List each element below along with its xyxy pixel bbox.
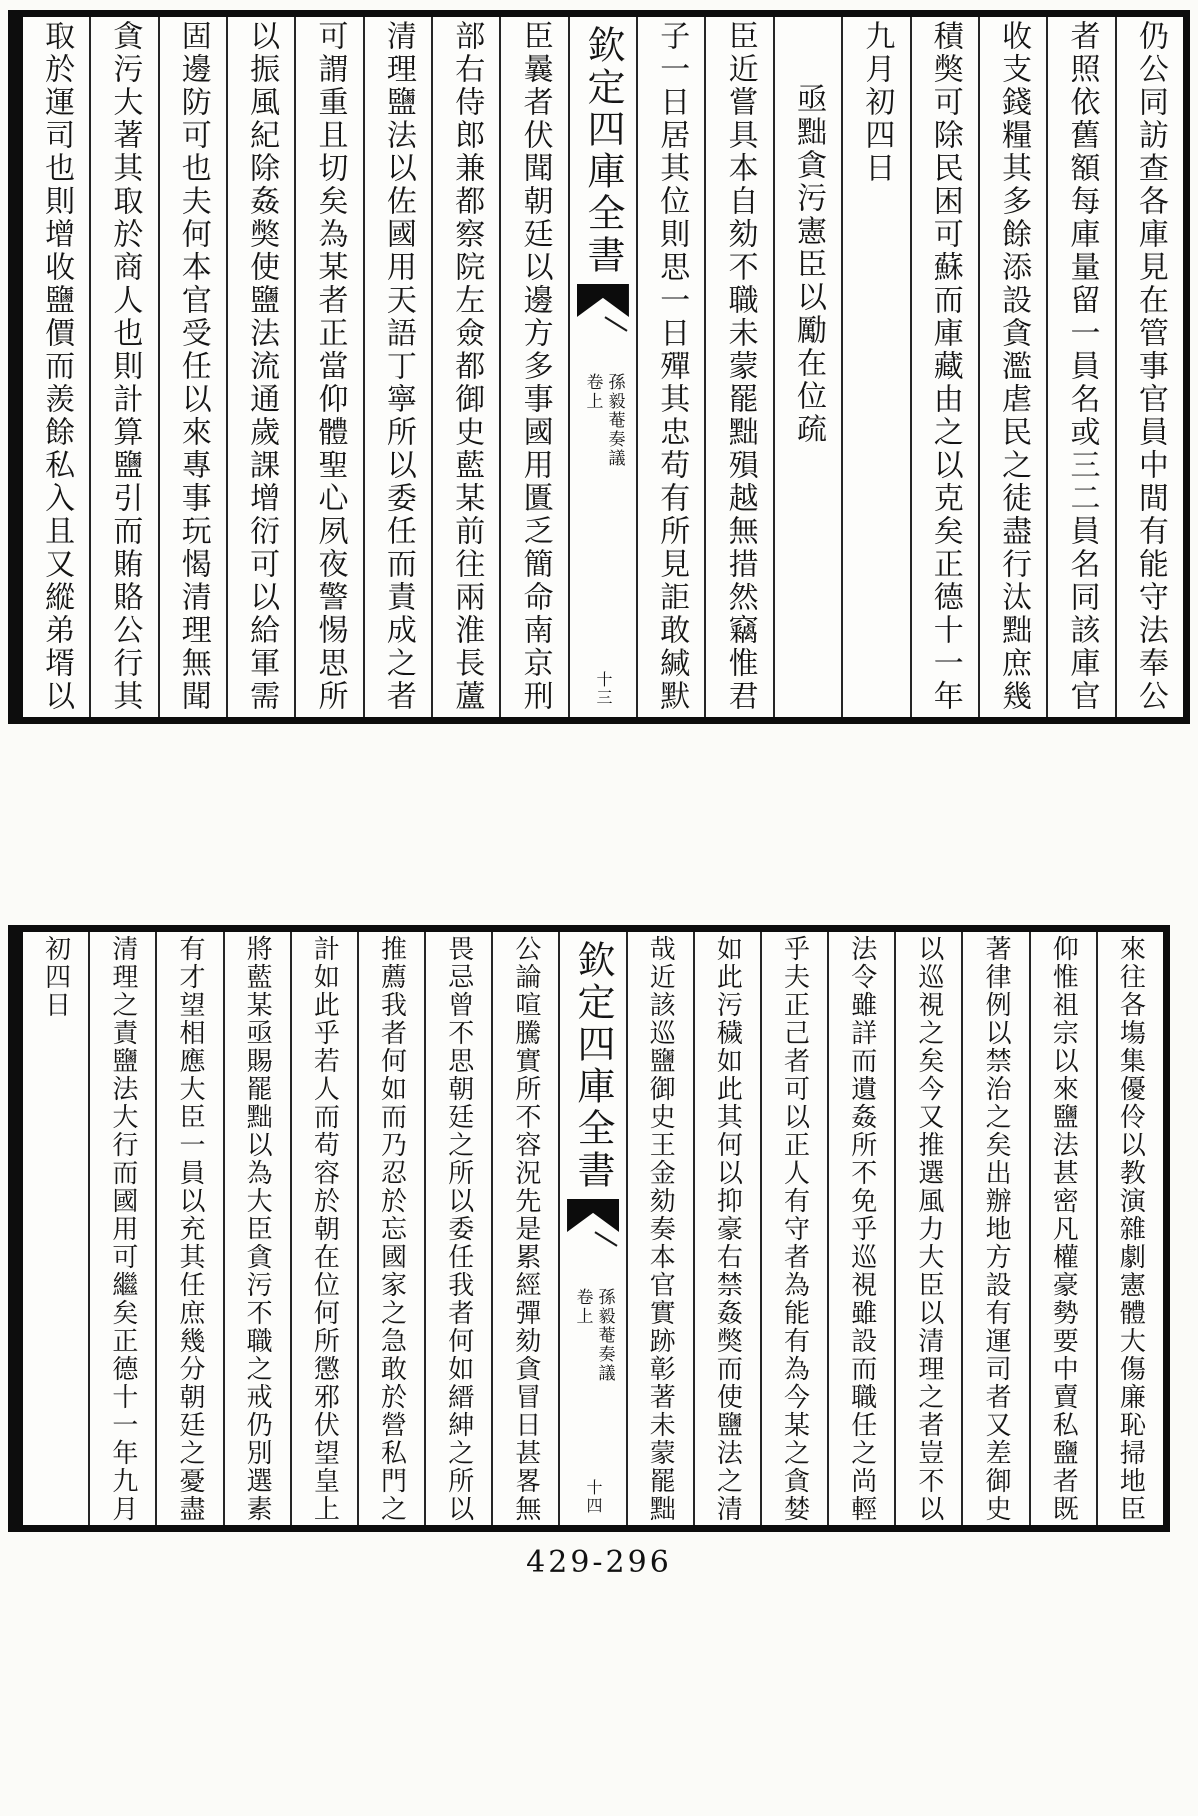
reprint-page-number: 429-296 xyxy=(526,1545,672,1580)
text-column xyxy=(294,17,362,717)
text-column xyxy=(961,932,1028,1525)
text-column xyxy=(23,932,88,1525)
text-column xyxy=(431,17,499,717)
banxin-center-column xyxy=(558,932,625,1525)
text-column xyxy=(910,17,978,717)
text-column xyxy=(290,932,357,1525)
book-title: 孫毅菴奏議 xyxy=(594,1288,615,1383)
lower-leaf-frame xyxy=(8,925,1170,1532)
text-column xyxy=(499,17,567,717)
column-text: 者照依舊額每庫量留一員名或三二員名同該庫官 xyxy=(1064,20,1100,713)
text-column xyxy=(363,17,431,717)
column-text: 積獘可除民困可蘇而庫藏由之以克矣正德十一年 xyxy=(927,20,963,713)
siku-title: 欽定四庫全書 xyxy=(580,25,625,277)
brush-slash-mark xyxy=(604,316,627,331)
text-column xyxy=(155,932,222,1525)
column-text: 貪污大著其取於商人也則計算鹽引而賄賂公行其 xyxy=(107,20,143,713)
column-text: 乎夫正己者可以正人有守者為能有為今某之貪婪 xyxy=(779,935,810,1523)
fishtail-icon xyxy=(577,284,629,317)
book-title: 孫毅菴奏議 xyxy=(604,373,625,468)
column-text: 有才望相應大臣一員以充其任庶幾分朝廷之憂盡 xyxy=(175,935,205,1523)
date-column xyxy=(841,17,909,717)
column-text: 可謂重且切矣為某者正當仰體聖心夙夜警惕思所 xyxy=(312,20,348,713)
column-text: 臣曩者伏聞朝廷以邊方多事國用匱乏簡命南京刑 xyxy=(517,20,553,713)
text-column xyxy=(1046,17,1114,717)
column-text: 亟黜貪污憲臣以勵在位疏 xyxy=(791,83,827,446)
column-text: 以振風紀除姦獘使鹽法流通歲課增衍可以給軍需 xyxy=(244,20,280,713)
column-text: 仰惟祖宗以來鹽法甚密凡權豪勢要中賣私鹽者既 xyxy=(1048,935,1079,1523)
text-column xyxy=(226,17,294,717)
column-text: 畏忌曾不思朝廷之所以委任我者何如縉紳之所以 xyxy=(443,935,474,1523)
text-column xyxy=(760,932,827,1525)
column-text: 清理鹽法以佐國用天語丁寧所以委任而責成之者 xyxy=(380,20,416,713)
banxin-center-column xyxy=(568,17,636,717)
column-text: 取於運司也則增收鹽價而羨餘私入且又縱弟壻以 xyxy=(39,20,75,713)
column-text: 計如此乎若人而苟容於朝在位何所懲邪伏望皇上 xyxy=(309,935,340,1523)
column-text: 初四日 xyxy=(40,935,71,1019)
text-column xyxy=(223,932,290,1525)
text-column xyxy=(894,932,961,1525)
text-column xyxy=(827,932,894,1525)
column-text: 臣近嘗具本自劾不職未蒙罷黜殞越無措然竊惟君 xyxy=(722,20,758,713)
column-text: 固邊防可也夫何本官受任以來專事玩愒清理無聞 xyxy=(175,20,211,713)
brush-slash-mark xyxy=(594,1231,617,1246)
text-column xyxy=(357,932,424,1525)
text-column xyxy=(491,932,558,1525)
column-text: 如此污穢如此其何以抑豪右禁姦獘而使鹽法之清 xyxy=(712,935,743,1523)
text-column xyxy=(1115,17,1183,717)
banxin-book-labels xyxy=(582,373,625,468)
column-text: 將藍某亟賜罷黜以為大臣貪污不職之戒仍別選素 xyxy=(242,935,273,1523)
column-text: 法令雖詳而遺姦所不免乎巡視雖設而職任之尚輕 xyxy=(846,935,877,1523)
column-text: 著律例以禁治之矣出辦地方設有運司者又差御史 xyxy=(981,935,1012,1523)
column-text: 來往各塲集優伶以教演雜劇憲體大傷廉恥掃地臣 xyxy=(1115,935,1146,1523)
text-column xyxy=(636,17,704,717)
text-column xyxy=(978,17,1046,717)
column-text: 九月初四日 xyxy=(859,20,895,185)
text-column xyxy=(23,17,89,717)
text-column xyxy=(626,932,693,1525)
column-text: 收支錢糧其多餘添設貪濫虐民之徒盡行汰黜庶幾 xyxy=(996,20,1032,713)
column-text: 推薦我者何如而乃忍於忘國家之急敢於營私門之 xyxy=(376,935,407,1523)
leaf-number: 十四 xyxy=(584,1479,604,1515)
juan-label: 卷上 xyxy=(582,373,603,411)
siku-title: 欽定四庫全書 xyxy=(571,940,616,1192)
text-column xyxy=(158,17,226,717)
upper-leaf-frame xyxy=(8,10,1190,724)
juan-label: 卷上 xyxy=(572,1288,593,1326)
text-column xyxy=(88,932,155,1525)
column-text: 子一日居其位則思一日殫其忠苟有所見詎敢緘默 xyxy=(654,20,690,713)
column-text: 仍公同訪查各庫見在管事官員中間有能守法奉公 xyxy=(1132,20,1168,713)
text-column xyxy=(1096,932,1163,1525)
text-column xyxy=(704,17,772,717)
text-column xyxy=(89,17,157,717)
text-column xyxy=(424,932,491,1525)
fishtail-icon xyxy=(567,1199,619,1232)
banxin-book-labels xyxy=(574,1288,613,1383)
column-text: 部右侍郎兼都察院左僉都御史藍某前往兩淮長蘆 xyxy=(449,20,485,713)
column-text: 清理之責鹽法大行而國用可繼矣正德十一年九月 xyxy=(107,935,138,1523)
text-column xyxy=(1029,932,1096,1525)
column-text: 哉近該巡鹽御史王金劾奏本官實跡彰著未蒙罷黜 xyxy=(645,935,676,1523)
column-text: 公論喧騰實所不容況先是累經彈劾貪冒日甚畧無 xyxy=(510,935,541,1523)
column-text: 以巡視之矣今又推選風力大臣以清理之者豈不以 xyxy=(913,935,944,1523)
text-column xyxy=(693,932,760,1525)
memorial-title-column xyxy=(773,17,841,717)
leaf-number: 十三 xyxy=(593,671,613,707)
